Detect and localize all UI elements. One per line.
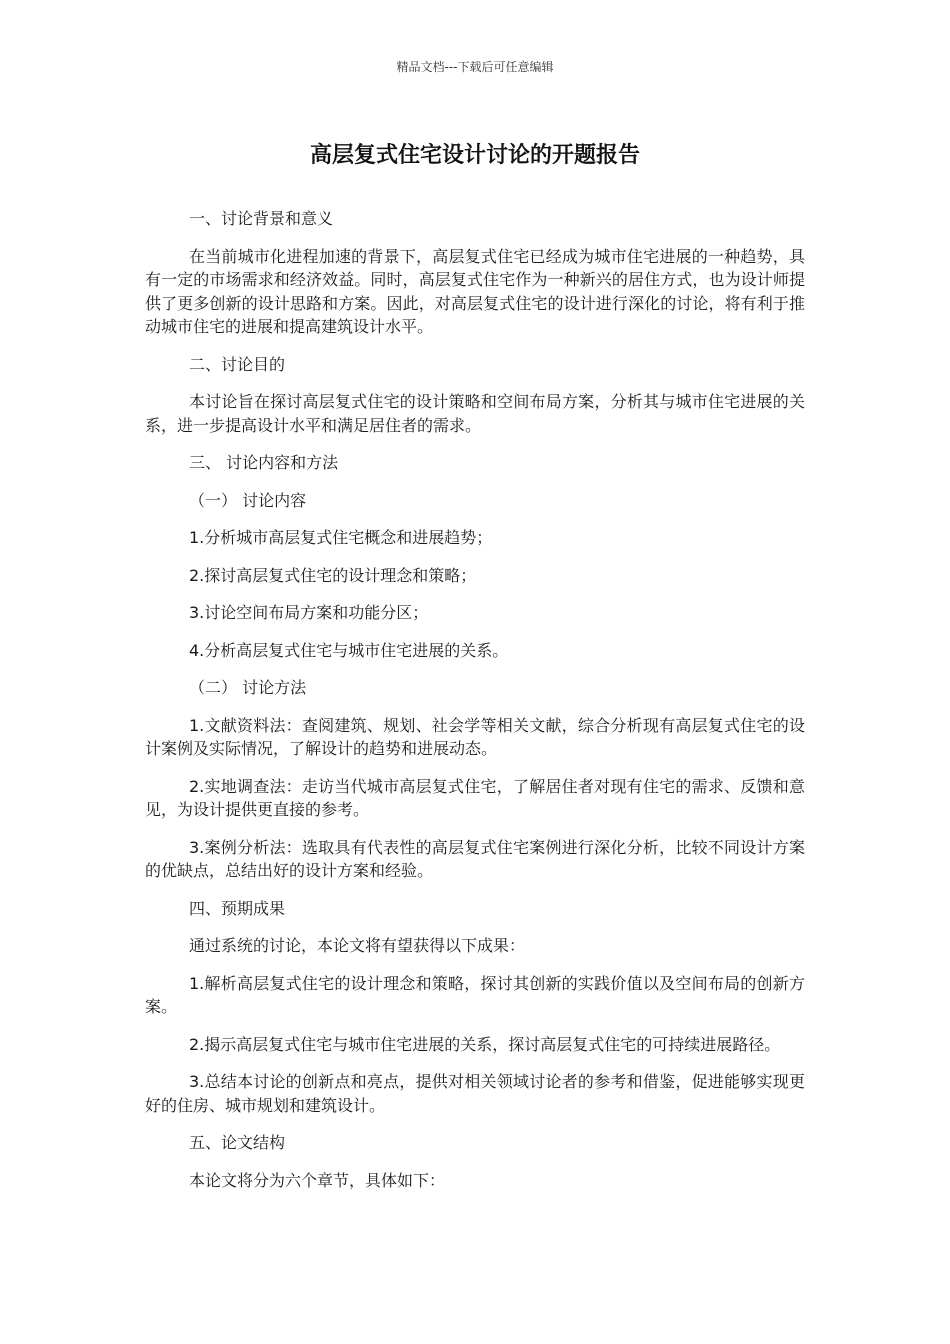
section-heading: 四、预期成果 (189, 898, 286, 918)
section-heading: 一、讨论背景和意义 (189, 209, 334, 228)
list-item: 4.分析高层复式住宅与城市住宅进展的关系。 (189, 640, 509, 660)
paragraph: 本讨论旨在探讨高层复式住宅的设计策略和空间布局方案，分析其与城市住宅进展的关系，进一步提高设计水平和满足居住者的需求。 (145, 392, 805, 435)
list-item: 2.探讨高层复式住宅的设计理念和策略； (189, 565, 477, 585)
list-item: 3.讨论空间布局方案和功能分区； (189, 603, 429, 622)
paragraph: 本论文将分为六个章节，具体如下： (189, 1170, 446, 1190)
list-item: 2.实地调查法：走访当代城市高层复式住宅，了解居住者对现有住宅的需求、反馈和意见，为设计提供更直接的参考。 (145, 776, 805, 819)
document-body (145, 207, 805, 1206)
list-item: 3.案例分析法：选取具有代表性的高层复式住宅案例进行深化分析，比较不同设计方案的优缺点，总结出好的设计方案和经验。 (145, 837, 805, 880)
list-item: 2.揭示高层复式住宅与城市住宅进展的关系，探讨高层复式住宅的可持续进展路径。 (189, 1034, 781, 1054)
document-title: 高层复式住宅设计讨论的开题报告 (309, 143, 640, 168)
list-item: 3.总结本讨论的创新点和亮点，提供对相关领域讨论者的参考和借鉴，促进能够实现更好的住房、城市规划和建筑设计。 (145, 1072, 805, 1115)
section-heading: 三、 讨论内容和方法 (189, 453, 339, 472)
list-item: 1.分析城市高层复式住宅概念和进展趋势； (189, 528, 493, 547)
list-item: 1.文献资料法：查阅建筑、规划、社会学等相关文献，综合分析现有高层复式住宅的设计案例及实际情况，了解设计的趋势和进展动态。 (145, 715, 805, 758)
subsection-heading: （二） 讨论方法 (189, 678, 307, 697)
subsection-heading: （一） 讨论内容 (189, 490, 307, 510)
paragraph: 通过系统的讨论，本论文将有望获得以下成果： (189, 936, 526, 955)
header-note: 精品文档---下载后可任意编辑 (396, 60, 554, 74)
section-heading: 二、讨论目的 (189, 354, 286, 374)
list-item: 1.解析高层复式住宅的设计理念和策略，探讨其创新的实践价值以及空间布局的创新方案。 (145, 973, 805, 1016)
paragraph: 在当前城市化进程加速的背景下，高层复式住宅已经成为城市住宅进展的一种趋势，具有一定的市场需求和经济效益。同时，高层复式住宅作为一种新兴的居住方式，也为设计师提供了更多创新的设计思路和方案。因此，对高层复式住宅的设计进行深化的讨论，将有利于推动城市住宅的进展和提高建筑设计水平。 (145, 246, 805, 336)
section-heading: 五、论文结构 (189, 1133, 286, 1152)
